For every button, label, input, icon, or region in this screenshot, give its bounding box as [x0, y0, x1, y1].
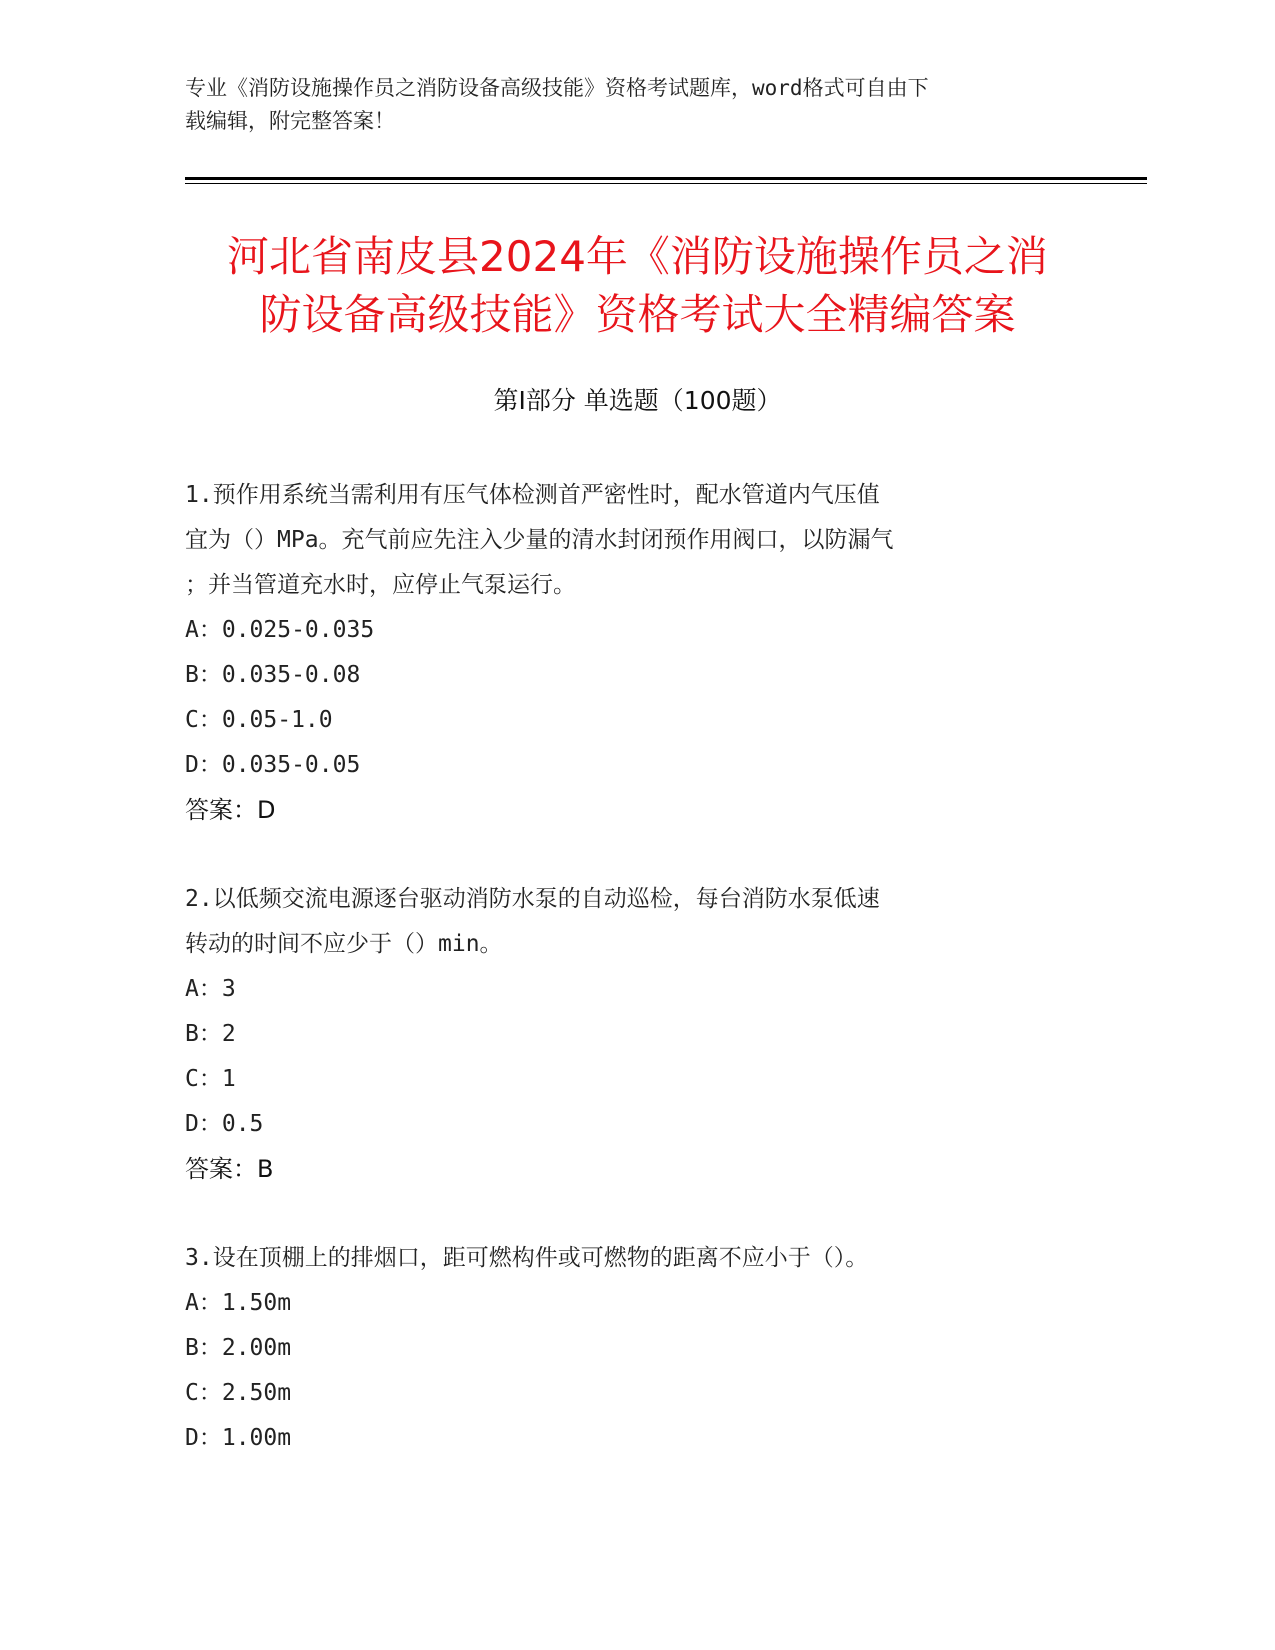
question-1-option-d: D：0.035-0.05 [185, 752, 361, 778]
document-title [150, 228, 1125, 344]
question-stem-line: ；并当管道充水时，应停止气泵运行。 [185, 572, 576, 598]
question-stem-line: 转动的时间不应少于（）min。 [185, 931, 503, 957]
question-2-option-a: A：3 [185, 976, 236, 1002]
section-heading: 第Ⅰ部分 单选题（100题） [493, 386, 782, 415]
question-3-option-b: B：2.00m [185, 1335, 292, 1361]
question-1-answer: 答案：D [185, 796, 276, 824]
question-1-option-a: A：0.025-0.035 [185, 617, 375, 643]
question-2-option-d: D：0.5 [185, 1111, 264, 1137]
header-divider-thin [185, 183, 1147, 184]
question-2-answer: 答案：B [185, 1155, 274, 1183]
question-stem-line: 宜为（）MPa。充气前应先注入少量的清水封闭预作用阀口，以防漏气 [185, 527, 894, 553]
document-title-line-1: 河北省南皮县2024年《消防设施操作员之消 [227, 232, 1048, 281]
header-divider-thick [185, 177, 1147, 180]
question-list [185, 473, 1085, 1505]
header-note-line-2: 载编辑，附完整答案！ [185, 109, 395, 133]
question-1 [185, 473, 1085, 833]
question-1-option-b: B：0.035-0.08 [185, 662, 361, 688]
question-2 [185, 877, 1085, 1192]
question-1-stem [185, 473, 1085, 608]
question-3-stem [185, 1236, 1085, 1281]
document-title-line-2: 防设备高级技能》资格考试大全精编答案 [259, 290, 1016, 339]
question-2-option-c: C：1 [185, 1066, 236, 1092]
question-3-option-d: D：1.00m [185, 1425, 292, 1451]
question-2-option-b: B：2 [185, 1021, 236, 1047]
question-3-option-c: C：2.50m [185, 1380, 292, 1406]
question-3-option-a: A：1.50m [185, 1290, 292, 1316]
question-3 [185, 1236, 1085, 1461]
header-note [185, 72, 1065, 138]
question-1-option-c: C：0.05-1.0 [185, 707, 333, 733]
question-stem-line: 1.预作用系统当需利用有压气体检测首严密性时，配水管道内气压值 [185, 482, 880, 508]
question-2-stem [185, 877, 1085, 967]
question-stem-line: 3.设在顶棚上的排烟口，距可燃构件或可燃物的距离不应小于（）。 [185, 1245, 869, 1271]
header-note-line-1: 专业《消防设施操作员之消防设备高级技能》资格考试题库，word格式可自由下 [185, 76, 929, 100]
question-stem-line: 2.以低频交流电源逐台驱动消防水泵的自动巡检，每台消防水泵低速 [185, 886, 880, 912]
